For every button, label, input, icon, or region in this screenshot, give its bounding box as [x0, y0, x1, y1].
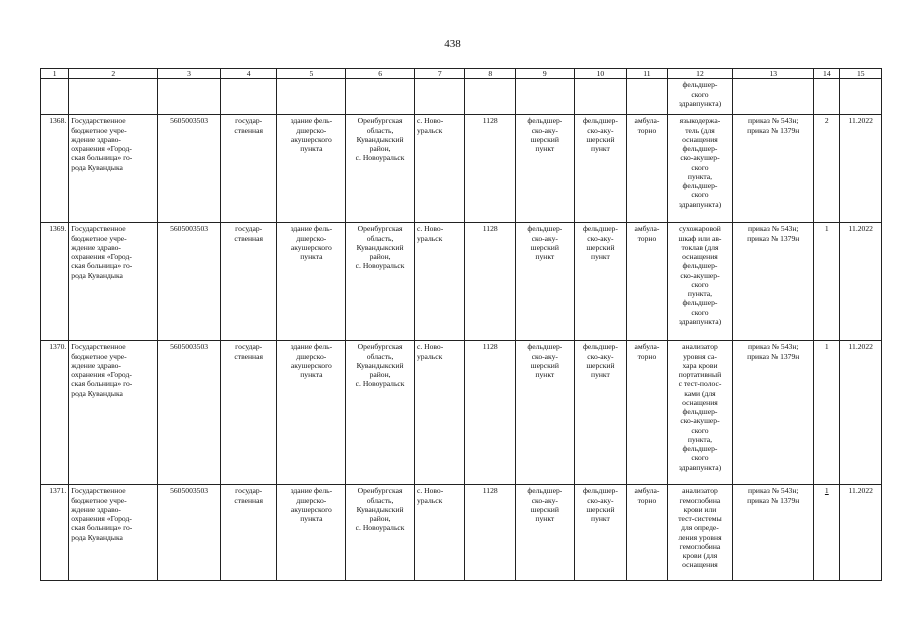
equipment-cell: анализатор уровня са- хара крови портативный с тест-полос- ками (для оснащения фельдшер- ско-акушер- ского пункта, фельдшер- ского здравпункта) — [667, 341, 733, 485]
organization-name: Государственное бюджетное учре- ждение здраво- охранения «Город- ская больница» го- рода Кувандыка — [69, 223, 158, 341]
population-cell: 1128 — [465, 223, 516, 341]
unit-type-cell: фельдшер- ско-аку- шерский пункт — [516, 223, 575, 341]
ownership-cell: государ- ственная — [220, 115, 277, 223]
ownership-cell: государ- ственная — [220, 341, 277, 485]
row-number: 1371. — [41, 485, 69, 581]
table-row — [41, 341, 882, 485]
settlement-cell: с. Ново- уральск — [414, 341, 465, 485]
column-header: 4 — [220, 69, 277, 79]
equipment-cell: сухожаровой шкаф или ав- токлав (для оснащения фельдшер- ско-акушер- ского пункта, фельдшер- ского здравпункта) — [667, 223, 733, 341]
date-cell: 11.2022 — [840, 223, 882, 341]
building-cell: здание фель- дшерско- акушерского пункта — [277, 485, 346, 581]
table-row — [41, 115, 882, 223]
column-number-row — [41, 69, 882, 79]
settlement-cell: с. Ново- уральск — [414, 485, 465, 581]
unit-type-cell: фельдшер- ско-аку- шерский пункт — [516, 115, 575, 223]
order-cell: приказ № 543н; приказ № 1379н — [733, 223, 814, 341]
unit-type-cell: фельдшер- ско-аку- шерский пункт — [574, 223, 627, 341]
row-number: 1370. — [41, 341, 69, 485]
care-form-cell: амбула- торно — [627, 115, 667, 223]
column-header: 2 — [69, 69, 158, 79]
quantity-cell: 1 — [814, 485, 840, 581]
settlement-cell: с. Ново- уральск — [414, 115, 465, 223]
address-cell: Оренбургская область, Кувандыкский район, с. Новоуральск — [346, 485, 415, 581]
equipment-cell: анализатор гемоглобина крови или тест-системы для опреде- ления уровня гемоглобина крови (для оснащения — [667, 485, 733, 581]
care-form-cell: амбула- торно — [627, 223, 667, 341]
column-header: 14 — [814, 69, 840, 79]
continuation-row — [41, 79, 882, 115]
unit-type-cell: фельдшер- ско-аку- шерский пункт — [516, 485, 575, 581]
table-row — [41, 223, 882, 341]
quantity-cell: 2 — [814, 115, 840, 223]
column-header: 8 — [465, 69, 516, 79]
quantity-cell: 1 — [814, 223, 840, 341]
page-number: 438 — [444, 38, 461, 50]
column-header: 15 — [840, 69, 882, 79]
equipment-cell: языкодержа- тель (для оснащения фельдшер- ско-акушер- ского пункта, фельдшер- ского здравпункта) — [667, 115, 733, 223]
unit-type-cell: фельдшер- ско-аку- шерский пункт — [516, 341, 575, 485]
population-cell: 1128 — [465, 341, 516, 485]
order-cell: приказ № 543н; приказ № 1379н — [733, 341, 814, 485]
settlement-cell: с. Ново- уральск — [414, 223, 465, 341]
column-header: 1 — [41, 69, 69, 79]
organization-name: Государственное бюджетное учре- ждение здраво- охранения «Город- ская больница» го- рода Кувандыка — [69, 341, 158, 485]
ownership-cell: государ- ственная — [220, 485, 277, 581]
order-cell: приказ № 543н; приказ № 1379н — [733, 485, 814, 581]
inn-cell: 5605003503 — [158, 485, 221, 581]
date-cell: 11.2022 — [840, 485, 882, 581]
column-header: 7 — [414, 69, 465, 79]
inn-cell: 5605003503 — [158, 341, 221, 485]
organization-name: Государственное бюджетное учре- ждение здраво- охранения «Город- ская больница» го- рода Кувандыка — [69, 115, 158, 223]
population-cell: 1128 — [465, 115, 516, 223]
address-cell: Оренбургская область, Кувандыкский район, с. Новоуральск — [346, 341, 415, 485]
column-header: 5 — [277, 69, 346, 79]
organization-name: Государственное бюджетное учре- ждение здраво- охранения «Город- ская больница» го- рода Кувандыка — [69, 485, 158, 581]
column-header: 6 — [346, 69, 415, 79]
building-cell: здание фель- дшерско- акушерского пункта — [277, 341, 346, 485]
order-cell: приказ № 543н; приказ № 1379н — [733, 115, 814, 223]
care-form-cell: амбула- торно — [627, 485, 667, 581]
unit-type-cell: фельдшер- ско-аку- шерский пункт — [574, 485, 627, 581]
care-form-cell: амбула- торно — [627, 341, 667, 485]
address-cell: Оренбургская область, Кувандыкский район, с. Новоуральск — [346, 115, 415, 223]
row-number: 1368. — [41, 115, 69, 223]
ownership-cell: государ- ственная — [220, 223, 277, 341]
register-table — [40, 68, 882, 581]
column-header: 12 — [667, 69, 733, 79]
column-header: 3 — [158, 69, 221, 79]
population-cell: 1128 — [465, 485, 516, 581]
equipment-cell: фельдшер- ского здравпункта) — [667, 79, 733, 115]
unit-type-cell: фельдшер- ско-аку- шерский пункт — [574, 341, 627, 485]
date-cell: 11.2022 — [840, 341, 882, 485]
column-header: 10 — [574, 69, 627, 79]
table-row — [41, 485, 882, 581]
unit-type-cell: фельдшер- ско-аку- шерский пункт — [574, 115, 627, 223]
date-cell: 11.2022 — [840, 115, 882, 223]
building-cell: здание фель- дшерско- акушерского пункта — [277, 223, 346, 341]
column-header: 13 — [733, 69, 814, 79]
row-number: 1369. — [41, 223, 69, 341]
inn-cell: 5605003503 — [158, 223, 221, 341]
inn-cell: 5605003503 — [158, 115, 221, 223]
column-header: 9 — [516, 69, 575, 79]
column-header: 11 — [627, 69, 667, 79]
address-cell: Оренбургская область, Кувандыкский район, с. Новоуральск — [346, 223, 415, 341]
quantity-cell: 1 — [814, 341, 840, 485]
building-cell: здание фель- дшерско- акушерского пункта — [277, 115, 346, 223]
